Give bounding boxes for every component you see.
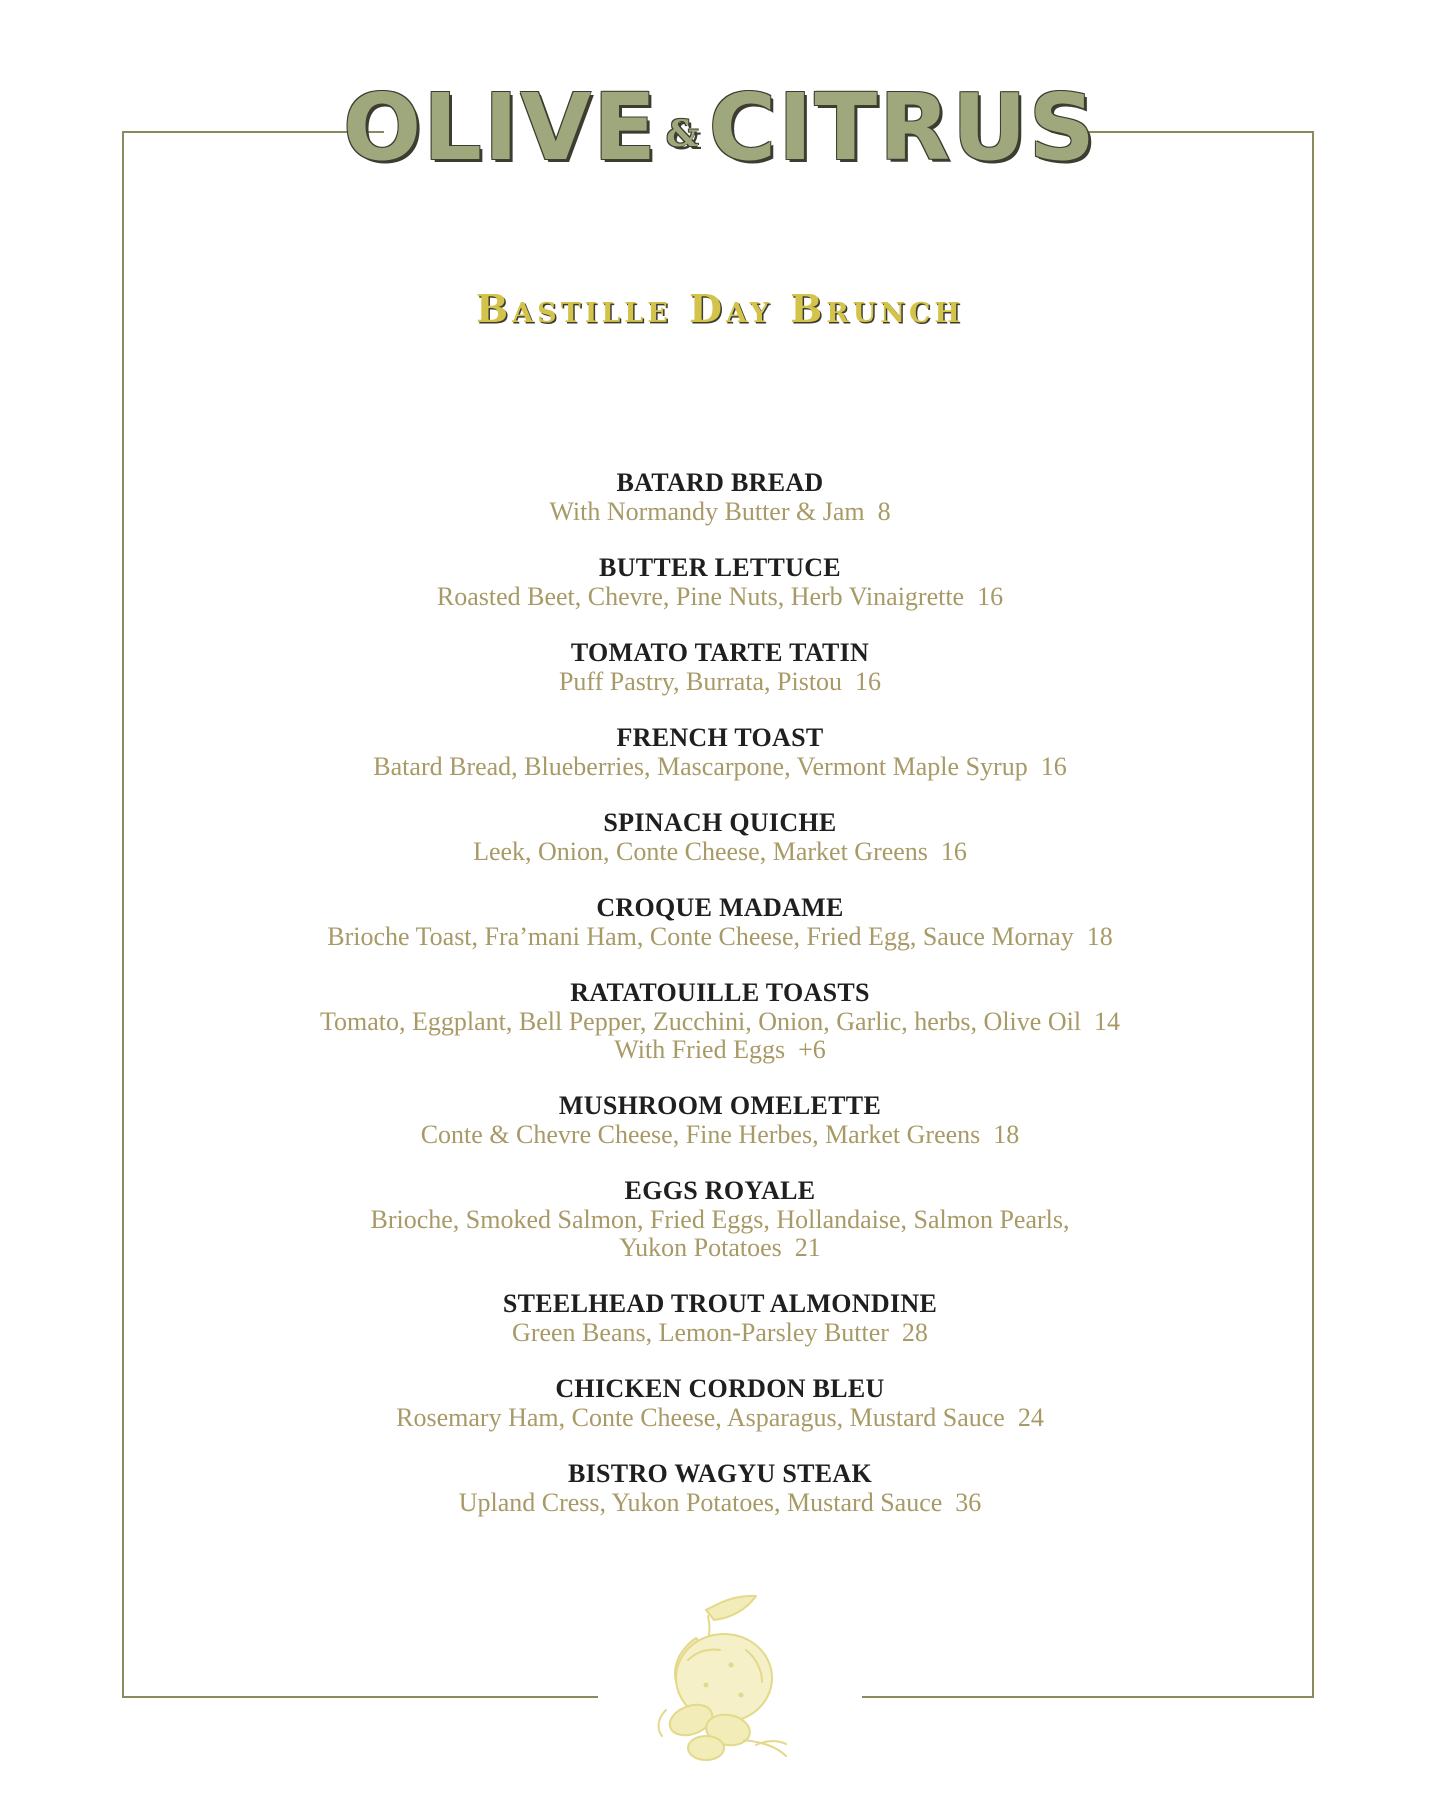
menu-item <box>0 1289 1440 1347</box>
menu-item <box>0 1176 1440 1262</box>
menu-item-description: Tomato, Eggplant, Bell Pepper, Zucchini, Onion, Garlic, herbs, Olive Oil 14 <box>319 1007 1121 1036</box>
menu-item-description: Green Beans, Lemon-Parsley Butter 28 <box>512 1318 928 1347</box>
menu-item <box>0 978 1440 1064</box>
menu-item-description: Roasted Beet, Chevre, Pine Nuts, Herb Vinaigrette 16 <box>436 582 1004 611</box>
menu-item <box>0 468 1440 526</box>
menu-item-name: CROQUE MADAME <box>596 893 844 922</box>
menu-item <box>0 1459 1440 1517</box>
menu-item <box>0 893 1440 951</box>
brand-logo-wordmark <box>343 74 1097 181</box>
menu-item-name: STEELHEAD TROUT ALMONDINE <box>502 1289 938 1318</box>
menu-item-description: Yukon Potatoes 21 <box>619 1233 821 1262</box>
menu-item <box>0 553 1440 611</box>
logo-word-olive: OLIVE <box>343 74 659 181</box>
menu-item-name: TOMATO TARTE TATIN <box>570 638 870 667</box>
menu-item-name: BUTTER LETTUCE <box>599 553 841 582</box>
menu-item-name: MUSHROOM OMELETTE <box>558 1091 882 1120</box>
menu-item-description: Conte & Chevre Cheese, Fine Herbes, Market Greens 18 <box>420 1120 1020 1149</box>
menu-item <box>0 638 1440 696</box>
menu-item-description: Brioche Toast, Fra’mani Ham, Conte Cheese, Fried Egg, Sauce Mornay 18 <box>327 922 1113 951</box>
frame-bottom-right-line <box>862 1696 1314 1698</box>
menu-item-description: Brioche, Smoked Salmon, Fried Eggs, Hollandaise, Salmon Pearls, <box>370 1205 1070 1234</box>
menu-item-name: RATATOUILLE TOASTS <box>570 978 870 1007</box>
menu-item <box>0 1374 1440 1432</box>
frame-bottom-left-line <box>122 1696 598 1698</box>
menu-list <box>0 468 1440 1544</box>
lemon-olive-illustration-icon <box>636 1590 806 1770</box>
menu-item <box>0 723 1440 781</box>
logo-ampersand: & <box>666 113 701 155</box>
menu-item-name: SPINACH QUICHE <box>603 808 837 837</box>
menu-item-description: Batard Bread, Blueberries, Mascarpone, Vermont Maple Syrup 16 <box>373 752 1067 781</box>
menu-item-name: EGGS ROYALE <box>624 1176 816 1205</box>
menu-item-name: CHICKEN CORDON BLEU <box>555 1374 885 1403</box>
menu-item-description: With Normandy Butter & Jam 8 <box>549 497 891 526</box>
menu-item-description: Upland Cress, Yukon Potatoes, Mustard Sauce 36 <box>458 1488 982 1517</box>
menu-item-description: Rosemary Ham, Conte Cheese, Asparagus, Mustard Sauce 24 <box>396 1403 1044 1432</box>
logo-word-citrus: CITRUS <box>708 74 1097 181</box>
menu-item-name: FRENCH TOAST <box>616 723 824 752</box>
menu-title: Bastille Day Brunch <box>476 286 964 331</box>
menu-item <box>0 808 1440 866</box>
menu-item-description: With Fried Eggs +6 <box>614 1035 826 1064</box>
menu-item <box>0 1091 1440 1149</box>
menu-item-description: Leek, Onion, Conte Cheese, Market Greens 16 <box>473 837 967 866</box>
menu-item-description: Puff Pastry, Burrata, Pistou 16 <box>558 667 882 696</box>
menu-item-name: BISTRO WAGYU STEAK <box>567 1459 872 1488</box>
menu-item-name: BATARD BREAD <box>616 468 824 497</box>
brand-logo <box>0 68 1440 188</box>
